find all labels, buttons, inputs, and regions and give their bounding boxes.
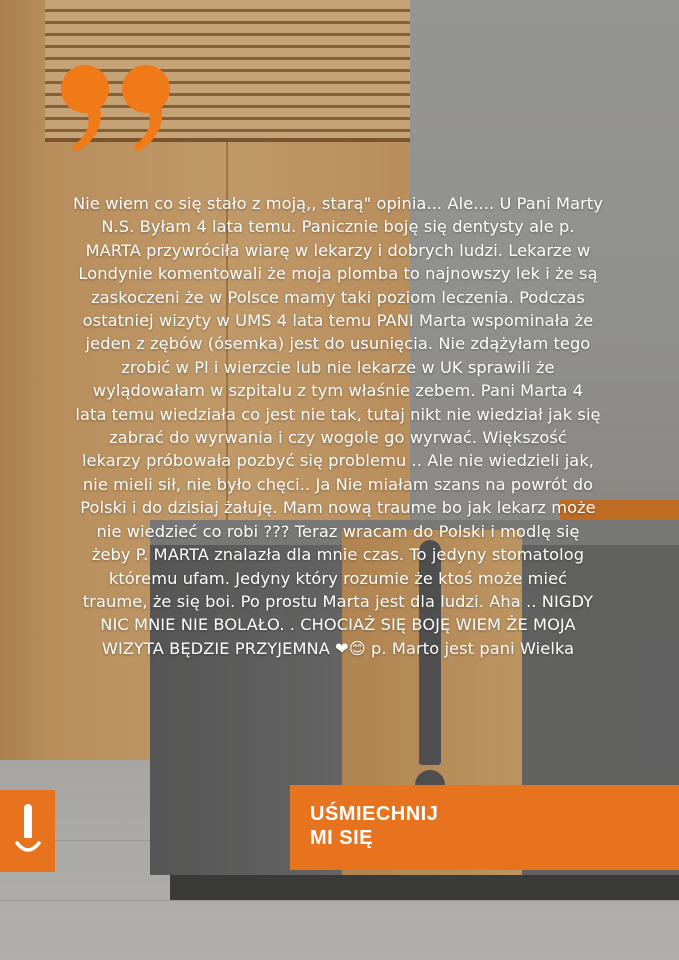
review-text (32, 192, 644, 660)
review-line: N.S. Byłam 4 lata temu. Panicznie boję się dentysty ale p. (101, 217, 575, 237)
review-line: któremu ufam. Jedyny który rozumie że ktoś może mieć (108, 568, 568, 588)
review-line: lata temu wiedziała co jest nie tak, tutaj nikt nie wiedział jak się (75, 404, 601, 424)
slogan-line-2: MI SIĘ (310, 827, 374, 849)
slogan-text (310, 802, 438, 850)
review-line: zrobić w Pl i wierzcie lub nie lekarze w UK sprawili że (121, 357, 555, 377)
logo-exclamation-icon (24, 804, 32, 838)
review-line: żeby P. MARTA znalazła dla mnie czas. To jedyny stomatolog (91, 545, 585, 565)
review-line: Polski i do dzisiaj żałuję. Mam nową traume bo jak lekarz może (80, 498, 596, 518)
review-line: lekarzy próbowała pozbyć się problemu .. Ale nie wiedzieli jak, (81, 451, 595, 471)
review-line: MARTA przywróciła wiarę w lekarzy i dobrych ludzi. Lekarze w (85, 240, 591, 260)
review-line: zaskoczeni że w Polsce mamy taki poziom leczenia. Podczas (91, 287, 585, 307)
review-line: nie wiedzieć co robi ??? Teraz wracam do Polski i modlę się (96, 521, 580, 541)
review-line: traume, że się boi. Po prostu Marta jest dla ludzi. Aha .. NIGDY (82, 591, 594, 611)
review-line: nie mieli sił, nie było chęci.. Ja Nie miałam szans na powrót do (82, 474, 594, 494)
review-line: jeden z zębów (ósemka) jest do usunięcia. Nie zdążyłam tego (85, 334, 591, 354)
review-line: WIZYTA BĘDZIE PRZYJEMNA ❤😊 p. Marto jest pani Wielka (101, 638, 575, 658)
review-line: wylądowałam w szpitalu z tym właśnie zebem. Pani Marta 4 (92, 381, 584, 401)
quote-icon (58, 62, 183, 157)
review-line: zabrać do wyrwania i czy wogole go wyrwać. Większość (109, 428, 567, 448)
review-line: NIC MNIE NIE BOLAŁO. . CHOCIAŻ SIĘ BOJĘ WIEM ŻE MOJA (100, 615, 576, 635)
review-line: Londynie komentowali że moja plomba to najnowszy lek i że są (78, 264, 598, 284)
slogan-line-1: UŚMIECHNIJ (310, 803, 439, 825)
logo-smile-icon (15, 841, 41, 855)
review-line: Nie wiem co się stało z moją,, starą" opinia... Ale.... U Pani Marty (73, 194, 603, 213)
review-line: ostatniej wizyty w UMS 4 lata temu PANI Marta wspominała że (82, 311, 594, 331)
